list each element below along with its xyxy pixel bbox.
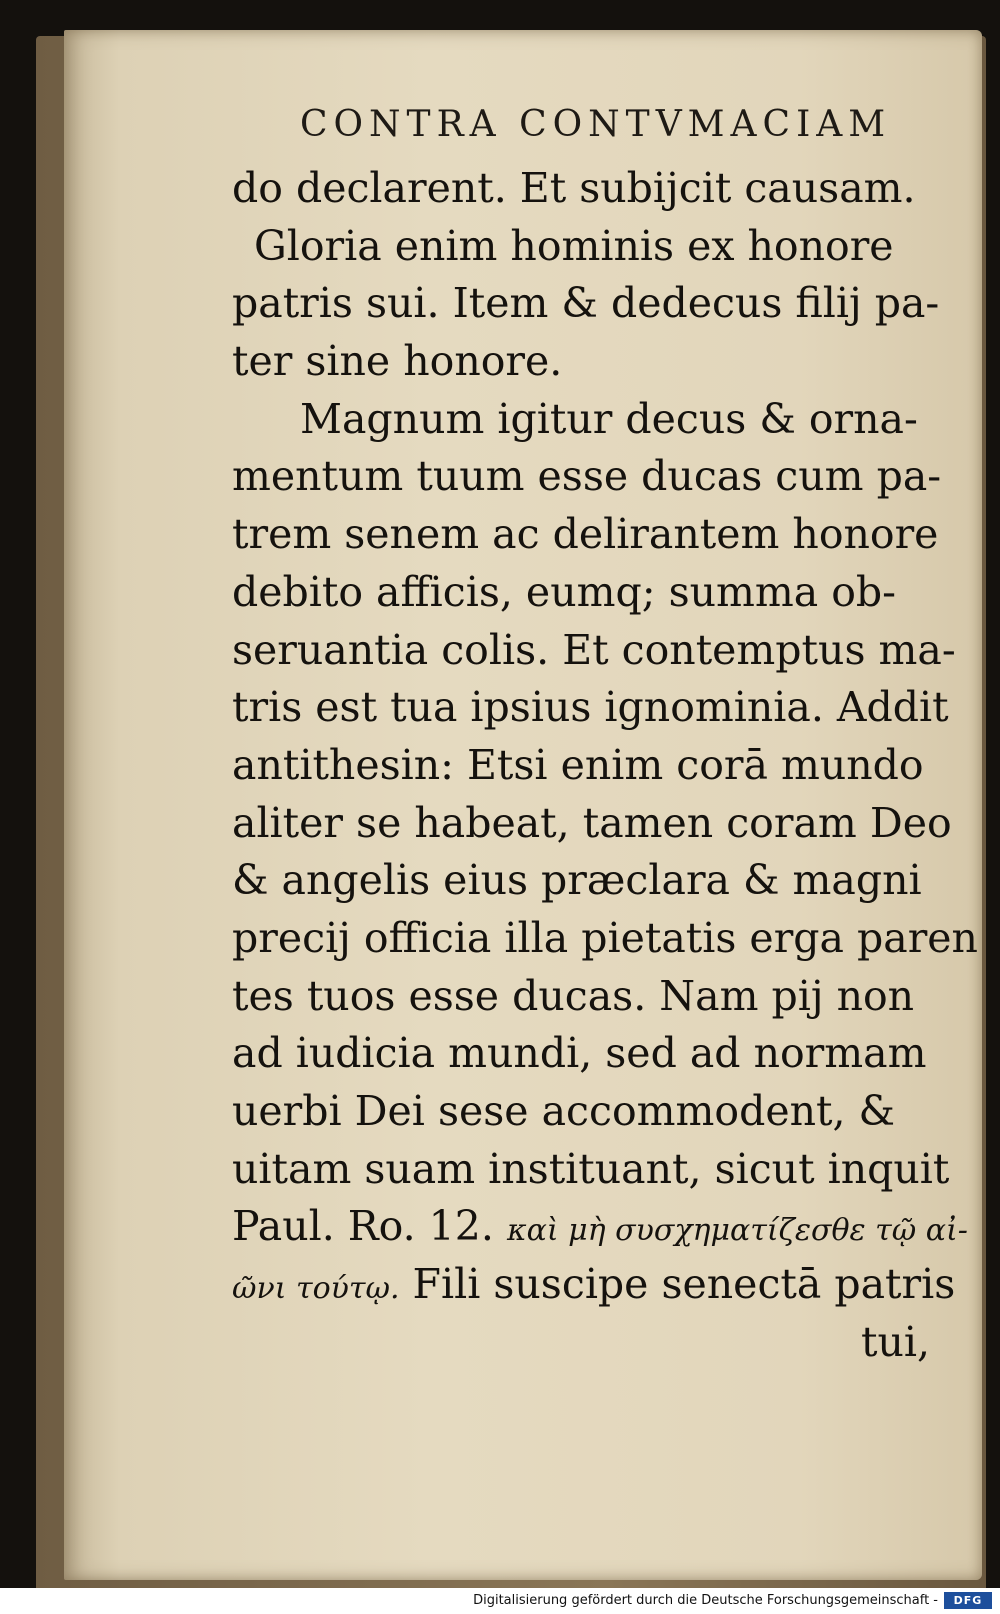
text-line-7: trem senem ac delirantem honore	[232, 510, 939, 559]
text-line-19-latin: Paul. Ro. 12.	[232, 1202, 494, 1251]
text-line-9: seruantia colis. Et contemptus ma-	[232, 625, 956, 674]
text-line-19	[232, 1198, 968, 1256]
footer-credit: Digitalisierung gefördert durch die Deutsche Forschungsgemeinschaft -	[473, 1593, 938, 1608]
text-line-4: ter sine honore.	[232, 337, 563, 386]
text-line-18: uitam suam instituant, sicut inquit	[232, 1144, 950, 1193]
text-line-10: tris est tua ipsius ignominia. Addit	[232, 683, 949, 732]
text-line-3: patris sui. Item & dedecus filij pa-	[232, 279, 940, 328]
text-line-17: uerbi Dei sese accommodent, &	[232, 1087, 896, 1135]
text-block	[232, 160, 978, 1371]
digitization-footer	[0, 1588, 1000, 1614]
running-head: CONTRA CONTVMACIAM	[300, 104, 892, 145]
text-line-11: antithesin: Etsi enim corā mundo	[232, 740, 924, 789]
text-line-5: Magnum igitur decus & orna-	[300, 394, 918, 443]
text-line-20-greek: ῶνι τούτῳ.	[232, 1271, 400, 1307]
text-line-6: mentum tuum esse ducas cum pa-	[232, 452, 942, 501]
text-line-1: do declarent. Et subijcit causam.	[232, 164, 916, 212]
text-line-15: tes tuos esse ducas. Nam pij non	[232, 971, 915, 1020]
text-line-20-latin: Fili suscipe senectā patris	[412, 1260, 956, 1309]
text-line-16: ad iudicia mundi, sed ad normam	[232, 1029, 927, 1078]
text-line-19-greek: καὶ μὴ συσχηματίζεσθε τῷ αἰ-	[506, 1213, 968, 1249]
dfg-logo: DFG	[944, 1592, 992, 1609]
text-line-2: Gloria enim hominis ex honore	[254, 221, 894, 270]
text-line-12: aliter se habeat, tamen coram Deo	[232, 798, 952, 847]
text-line-8: debito afficis, eumq; summa ob-	[232, 567, 897, 616]
text-line-20	[232, 1256, 956, 1314]
text-line-14: precij officia illa pietatis erga paren	[232, 913, 978, 962]
text-line-13: & angelis eius præclara & magni	[232, 856, 922, 905]
catchword: tui,	[860, 1317, 930, 1366]
